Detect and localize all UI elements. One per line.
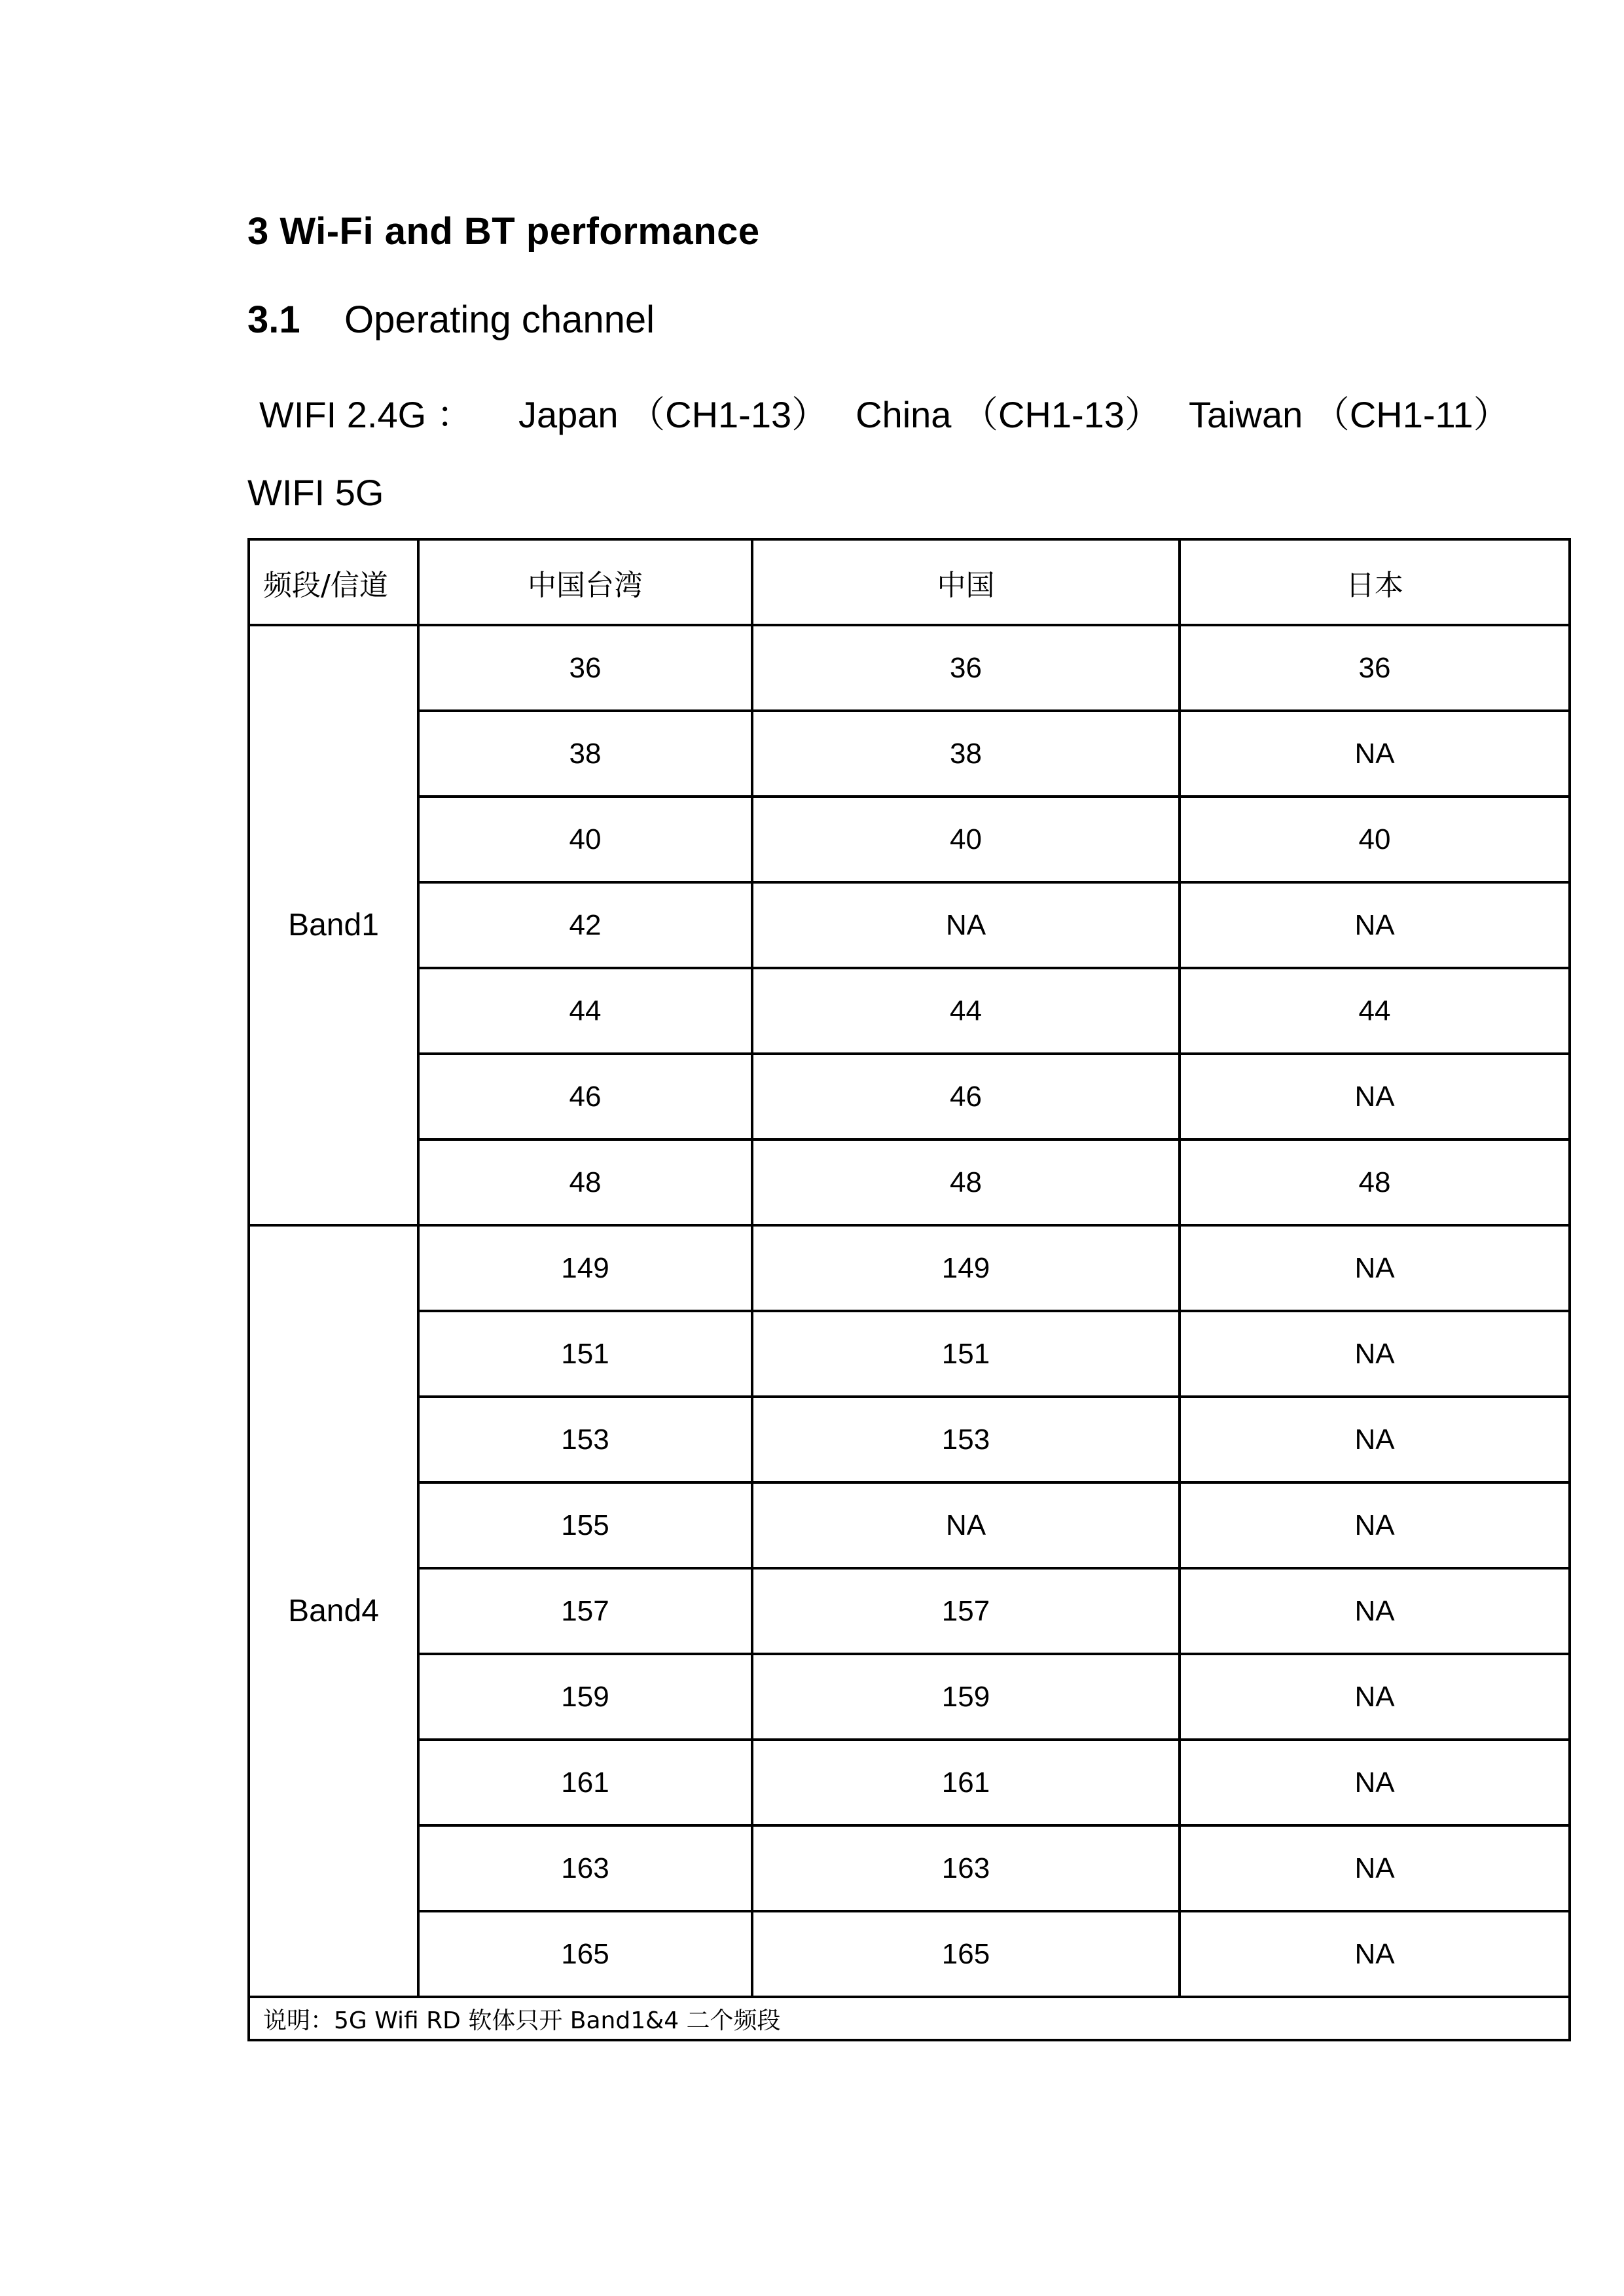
table-row (249, 1139, 1570, 1225)
taiwan-cell: 151 (418, 1311, 752, 1397)
subsection-heading (247, 298, 655, 342)
table-row (249, 1311, 1570, 1397)
china-cell: 40 (752, 797, 1180, 882)
taiwan-cell: 36 (418, 625, 752, 711)
china-cell: 165 (752, 1911, 1180, 1997)
china-cell: 36 (752, 625, 1180, 711)
subsection-number: 3.1 (247, 298, 300, 341)
table-row (249, 1740, 1570, 1825)
table-row (249, 1054, 1570, 1139)
table-row (249, 625, 1570, 711)
band4-label-cell: Band4 (249, 1225, 418, 1997)
region-japan: Japan （CH1-13） (518, 394, 829, 435)
region-china: China （CH1-13） (856, 394, 1161, 435)
japan-cell: NA (1180, 1568, 1570, 1654)
taiwan-cell: 163 (418, 1825, 752, 1911)
japan-cell: NA (1180, 1482, 1570, 1568)
wifi-24g-label: WIFI 2.4G ： (259, 394, 473, 435)
table-row (249, 711, 1570, 797)
table-row (249, 1568, 1570, 1654)
china-cell: NA (752, 1482, 1180, 1568)
china-cell: 163 (752, 1825, 1180, 1911)
table-row (249, 1397, 1570, 1482)
taiwan-cell: 48 (418, 1139, 752, 1225)
table-note: 说明：5G Wifi RD 软体只开 Band1&4 二个频段 (249, 1997, 1570, 2040)
table-row (249, 968, 1570, 1054)
table-header-row (249, 539, 1570, 625)
table-row (249, 1225, 1570, 1311)
taiwan-cell: 165 (418, 1911, 752, 1997)
table-note-row (249, 1997, 1570, 2040)
japan-cell: NA (1180, 711, 1570, 797)
table-row (249, 797, 1570, 882)
header-taiwan: 中国台湾 (418, 539, 752, 625)
taiwan-cell: 159 (418, 1654, 752, 1740)
channel-table (247, 538, 1571, 2041)
japan-cell: NA (1180, 1740, 1570, 1825)
table-row (249, 882, 1570, 968)
japan-cell: 36 (1180, 625, 1570, 711)
section-heading: 3 Wi-Fi and BT performance (247, 210, 760, 253)
japan-cell: NA (1180, 1397, 1570, 1482)
header-band-channel: 频段/信道 (249, 539, 418, 625)
japan-cell: 44 (1180, 968, 1570, 1054)
header-japan: 日本 (1180, 539, 1570, 625)
japan-cell: NA (1180, 1054, 1570, 1139)
japan-cell: NA (1180, 1225, 1570, 1311)
china-cell: 153 (752, 1397, 1180, 1482)
china-cell: 157 (752, 1568, 1180, 1654)
taiwan-cell: 161 (418, 1740, 752, 1825)
taiwan-cell: 38 (418, 711, 752, 797)
header-china: 中国 (752, 539, 1180, 625)
china-cell: 149 (752, 1225, 1180, 1311)
japan-cell: NA (1180, 1654, 1570, 1740)
taiwan-cell: 44 (418, 968, 752, 1054)
japan-cell: NA (1180, 1825, 1570, 1911)
taiwan-cell: 157 (418, 1568, 752, 1654)
china-cell: 46 (752, 1054, 1180, 1139)
band1-label-cell: Band1 (249, 625, 418, 1225)
japan-cell: 48 (1180, 1139, 1570, 1225)
japan-cell: NA (1180, 882, 1570, 968)
taiwan-cell: 40 (418, 797, 752, 882)
table-row (249, 1911, 1570, 1997)
table-row (249, 1654, 1570, 1740)
table-row (249, 1482, 1570, 1568)
taiwan-cell: 155 (418, 1482, 752, 1568)
taiwan-cell: 42 (418, 882, 752, 968)
china-cell: NA (752, 882, 1180, 968)
china-cell: 151 (752, 1311, 1180, 1397)
china-cell: 48 (752, 1139, 1180, 1225)
china-cell: 38 (752, 711, 1180, 797)
japan-cell: NA (1180, 1311, 1570, 1397)
taiwan-cell: 46 (418, 1054, 752, 1139)
china-cell: 161 (752, 1740, 1180, 1825)
wifi-24g-line (259, 386, 1510, 439)
taiwan-cell: 153 (418, 1397, 752, 1482)
table-row (249, 1825, 1570, 1911)
japan-cell: 40 (1180, 797, 1570, 882)
china-cell: 44 (752, 968, 1180, 1054)
region-taiwan: Taiwan （CH1-11） (1188, 394, 1510, 435)
wifi-5g-label: WIFI 5G (247, 472, 384, 513)
taiwan-cell: 149 (418, 1225, 752, 1311)
japan-cell: NA (1180, 1911, 1570, 1997)
china-cell: 159 (752, 1654, 1180, 1740)
subsection-title: Operating channel (344, 298, 655, 341)
